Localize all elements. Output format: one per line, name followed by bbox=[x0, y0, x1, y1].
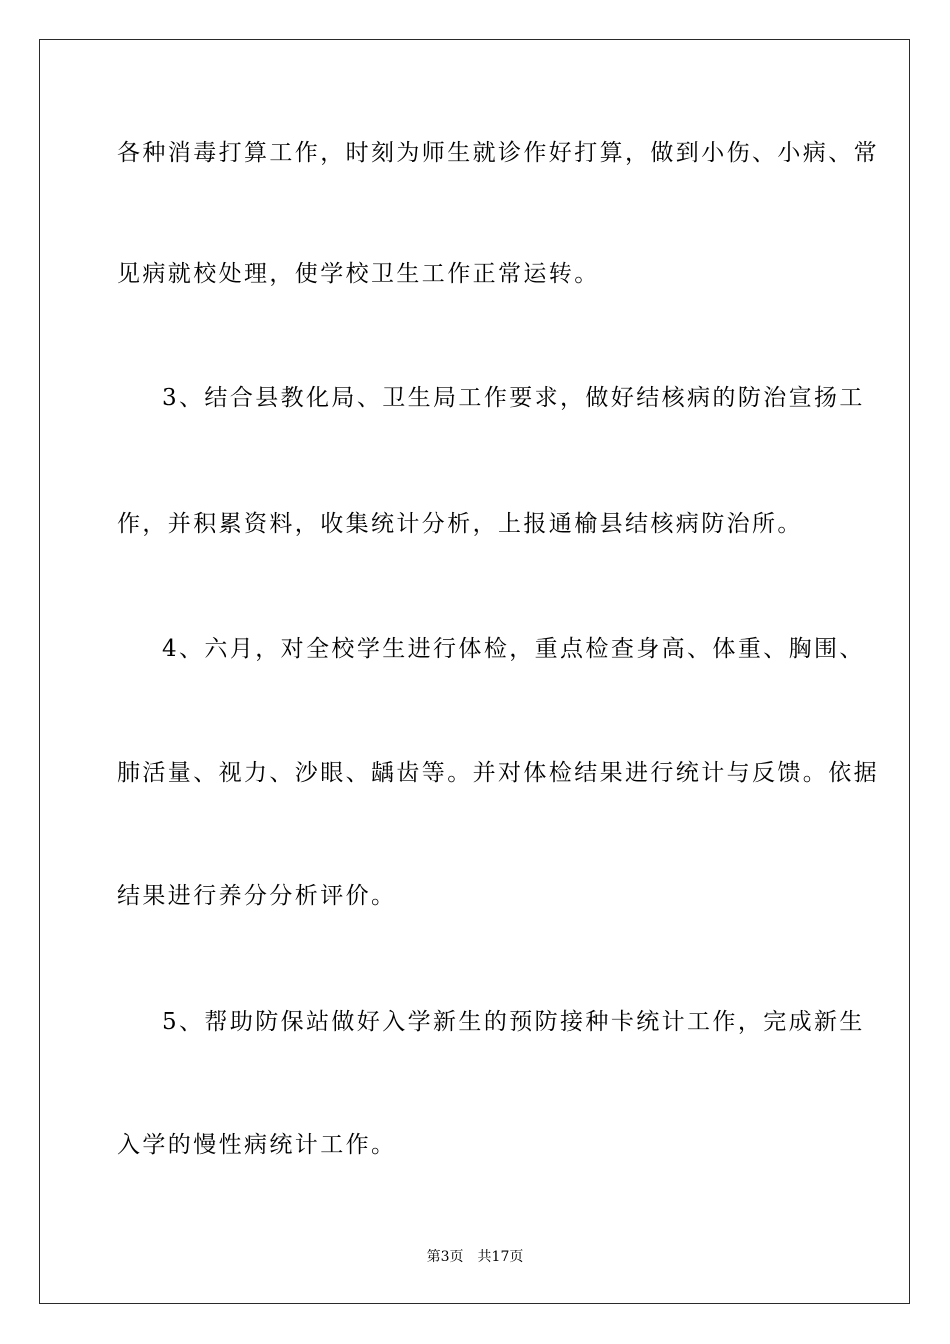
paragraph-line: 3、结合县教化局、卫生局工作要求，做好结核病的防治宣扬工 bbox=[162, 385, 865, 411]
paragraph-line: 结果进行养分分析评价。 bbox=[117, 883, 397, 909]
page-border bbox=[39, 39, 910, 1304]
page-footer bbox=[0, 1247, 950, 1267]
paragraph-line: 5、帮助防保站做好入学新生的预防接种卡统计工作，完成新生 bbox=[162, 1009, 865, 1035]
current-page-number: 第3页 bbox=[426, 1249, 464, 1265]
paragraph-line: 作，并积累资料，收集统计分析，上报通榆县结核病防治所。 bbox=[117, 511, 803, 537]
paragraph-line: 肺活量、视力、沙眼、龋齿等。并对体检结果进行统计与反馈。依据 bbox=[117, 760, 879, 786]
paragraph-line: 4、六月，对全校学生进行体检，重点检查身高、体重、胸围、 bbox=[162, 636, 865, 662]
paragraph-line: 入学的慢性病统计工作。 bbox=[117, 1132, 397, 1158]
total-page-count: 共17页 bbox=[477, 1249, 524, 1265]
paragraph-line: 各种消毒打算工作，时刻为师生就诊作好打算，做到小伤、小病、常 bbox=[117, 140, 879, 166]
paragraph-line: 见病就校处理，使学校卫生工作正常运转。 bbox=[117, 261, 600, 287]
